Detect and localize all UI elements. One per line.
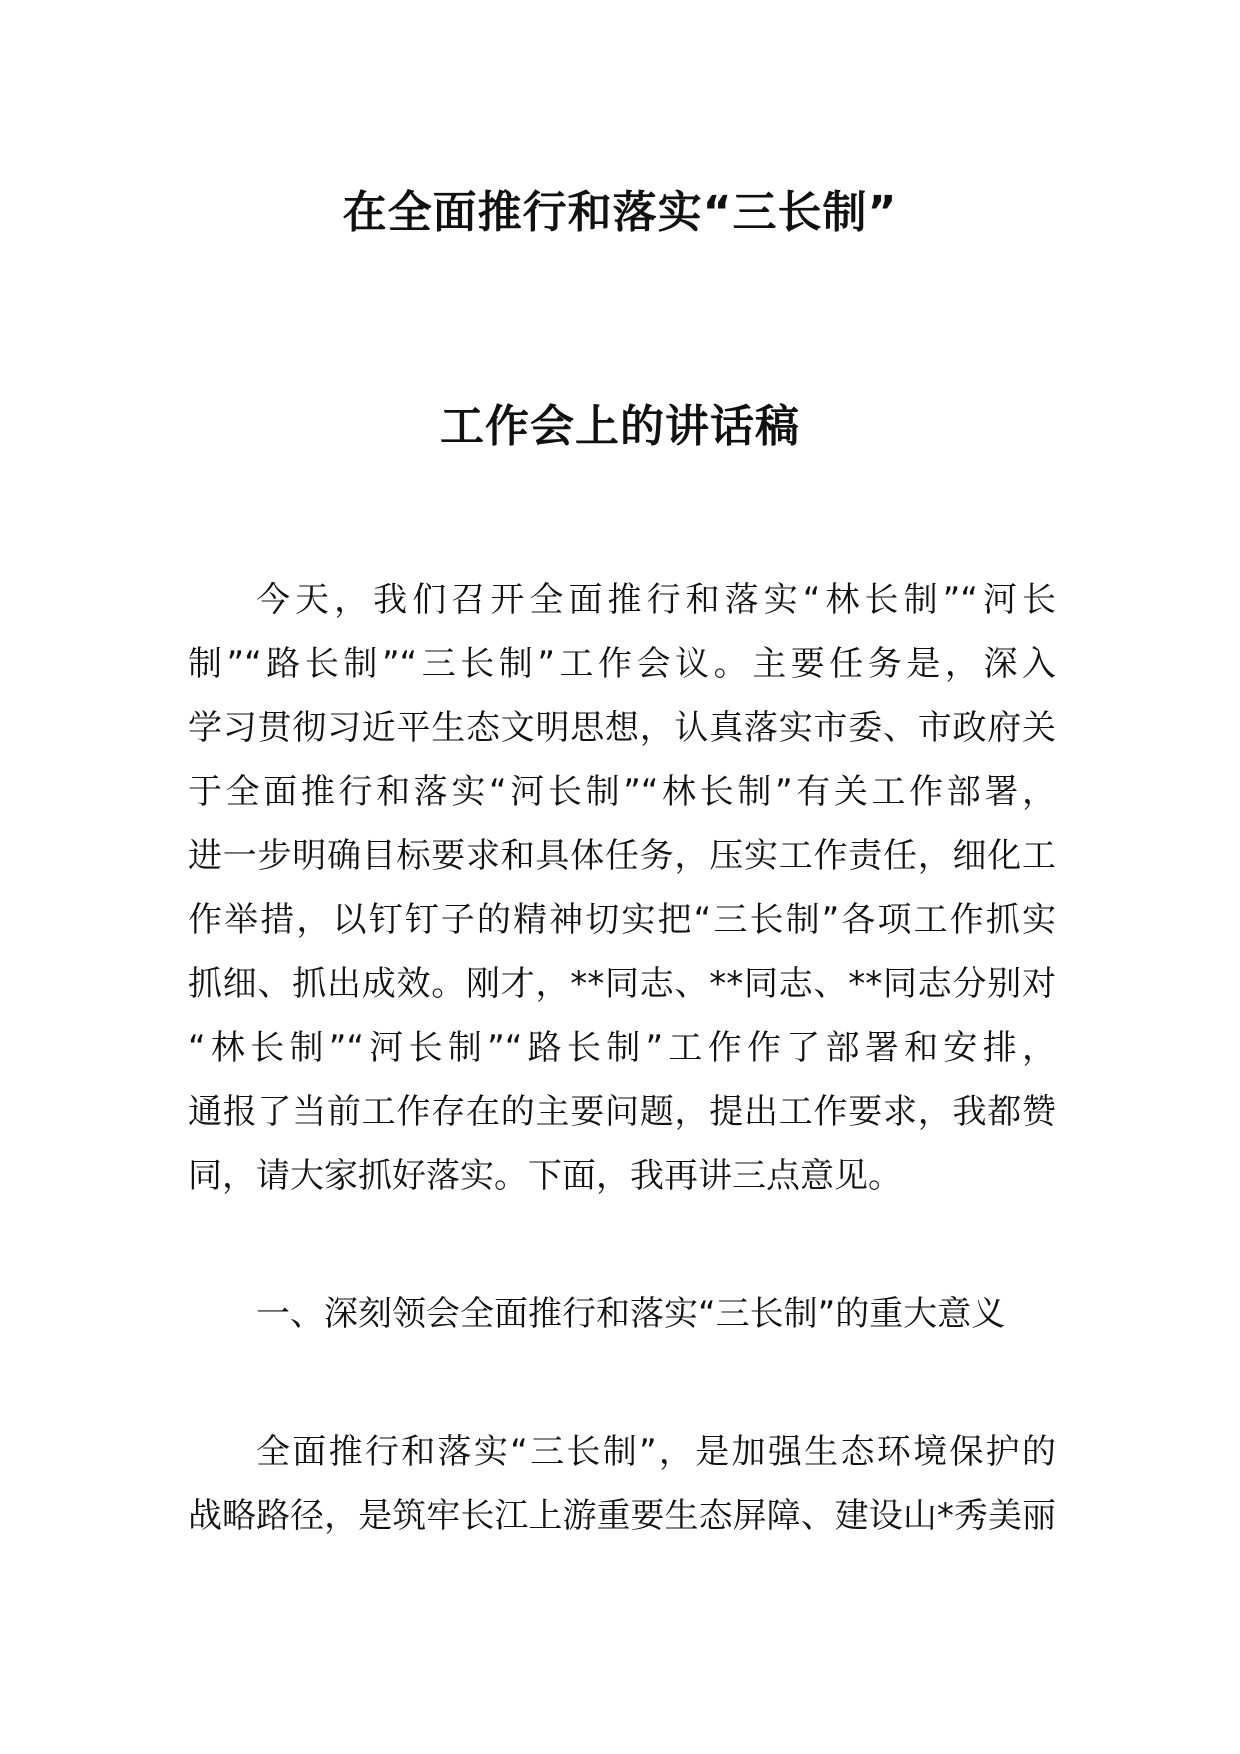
paragraph-1 (188, 568, 1056, 1208)
paragraph-1-line: 作举措，以钉钉子的精神切实把“三长制”各项工作抓实 (188, 900, 1056, 940)
paragraph-2 (188, 1420, 1056, 1548)
paragraph-1-line: 今天，我们召开全面推行和落实“林长制”“河长 (256, 580, 1056, 620)
paragraph-1-line: 抓细、抓出成效。刚才，**同志、**同志、**同志分别对 (188, 964, 1056, 1004)
paragraph-1-line: 于全面推行和落实“河长制”“林长制”有关工作部署， (188, 772, 1056, 812)
document-title-line-1: 在全面推行和落实“三长制” (342, 187, 898, 238)
paragraph-2-line: 战略路径，是筑牢长江上游重要生态屏障、建设山*秀美丽 (188, 1496, 1056, 1536)
paragraph-1-line: 学习贯彻习近平生态文明思想，认真落实市委、市政府关 (188, 708, 1056, 748)
document-title-line-2: 工作会上的讲话稿 (440, 401, 800, 452)
paragraph-1-line: 制”“路长制”“三长制”工作会议。主要任务是，深入 (188, 644, 1056, 684)
section-heading-1: 一、深刻领会全面推行和落实“三长制”的重大意义 (256, 1294, 1006, 1334)
paragraph-2-line: 全面推行和落实“三长制”，是加强生态环境保护的 (256, 1432, 1056, 1472)
paragraph-1-line: 通报了当前工作存在的主要问题，提出工作要求，我都赞 (188, 1092, 1056, 1132)
paragraph-1-line: “林长制”“河长制”“路长制”工作作了部署和安排， (188, 1028, 1056, 1068)
paragraph-1-line: 进一步明确目标要求和具体任务，压实工作责任，细化工 (188, 836, 1056, 876)
paragraph-1-line: 同，请大家抓好落实。下面，我再讲三点意见。 (188, 1156, 902, 1196)
